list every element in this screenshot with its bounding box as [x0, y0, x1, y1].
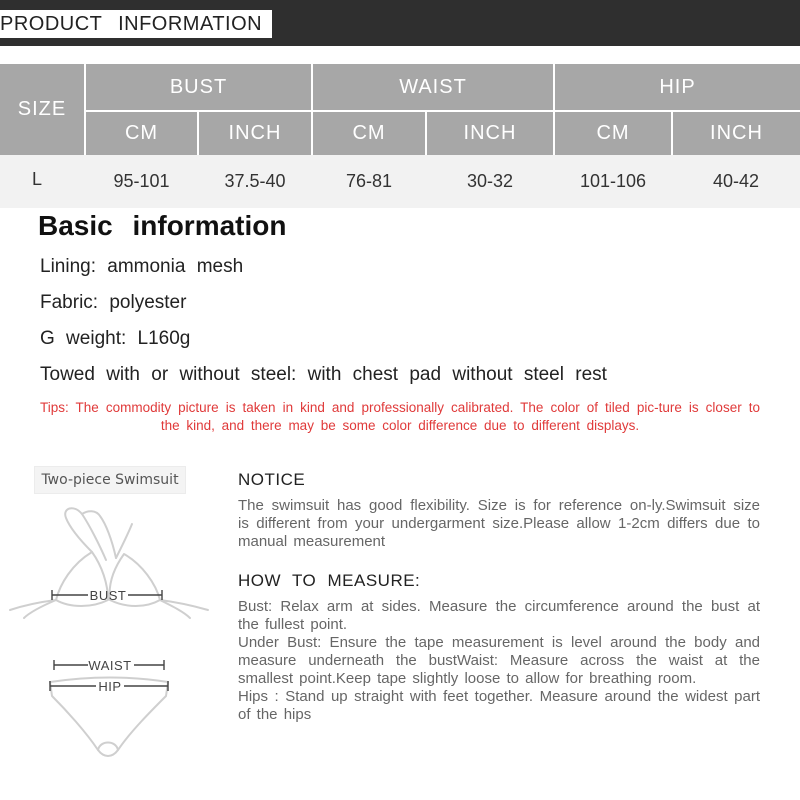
hip-inch-header: INCH: [672, 111, 800, 155]
size-chart-table: [0, 64, 800, 208]
weight-info: G weight: L160g: [40, 328, 191, 349]
steel-info: Towed with or without steel: with chest pad without steel rest: [40, 364, 607, 385]
fabric-info: Fabric: polyester: [40, 292, 187, 313]
bikini-top-tie: [10, 600, 56, 610]
bust-cm-cell: 95-101: [85, 155, 198, 208]
size-table-group-row: [0, 64, 800, 111]
swimsuit-diagram: [0, 500, 220, 790]
swimsuit-label: Two-piece Swimsuit: [34, 466, 186, 494]
bust-inch-cell: 37.5-40: [198, 155, 312, 208]
notice-heading: NOTICE: [238, 470, 306, 489]
bikini-top-tie: [160, 600, 208, 610]
bust-group-header: BUST: [85, 64, 312, 111]
bust-inch-header: INCH: [198, 111, 312, 155]
how-to-measure-text: [238, 598, 760, 724]
waist-diagram-label: WAIST: [88, 658, 132, 673]
hip-inch-cell: 40-42: [672, 155, 800, 208]
notice-text: The swimsuit has good flexibility. Size is for reference on-ly.Swimsuit size is different from your undergarment size.Please allow 1-2cm differs due to manual measurement: [238, 497, 760, 550]
header-bar: [0, 0, 800, 46]
waist-cm-cell: 76-81: [312, 155, 426, 208]
bikini-top-strap: [116, 524, 132, 558]
bikini-top-strap: [82, 511, 116, 558]
waist-inch-header: INCH: [426, 111, 554, 155]
table-row: [0, 155, 800, 208]
bikini-bottom-line: [98, 743, 118, 751]
bust-instruction: Bust: Relax arm at sides. Measure the circumference around the bust at the fullest point.: [238, 598, 760, 633]
tips-note: Tips: The commodity picture is taken in kind and professionally calibrated. The color of tiled pic-ture is closer to the kind, and there may be some color difference due to different displays.: [40, 400, 760, 433]
hip-cm-cell: 101-106: [554, 155, 672, 208]
size-label-cell: L: [0, 155, 85, 208]
page-title: PRODUCT INFORMATION: [0, 10, 272, 38]
waist-group-header: WAIST: [312, 64, 554, 111]
size-column-header: SIZE: [0, 64, 85, 155]
hip-cm-header: CM: [554, 111, 672, 155]
waist-cm-header: CM: [312, 111, 426, 155]
basic-information-heading: Basic information: [38, 210, 287, 241]
hip-group-header: HIP: [554, 64, 800, 111]
how-to-measure-heading: HOW TO MEASURE:: [238, 571, 421, 590]
bust-cm-header: CM: [85, 111, 198, 155]
bust-diagram-label: BUST: [89, 588, 127, 603]
size-table-unit-row: [0, 111, 800, 155]
lining-info: Lining: ammonia mesh: [40, 256, 244, 277]
waist-inch-cell: 30-32: [426, 155, 554, 208]
hips-instruction: Hips : Stand up straight with feet together. Measure around the widest part of the hips: [238, 688, 760, 723]
under-bust-instruction: Under Bust: Ensure the tape measurement is level around the body and measure underneath the bustWaist: Measure across the waist at the smallest point.Keep tape slightly loose to allow for breathing room.: [238, 634, 760, 687]
hip-diagram-label: HIP: [98, 679, 122, 694]
